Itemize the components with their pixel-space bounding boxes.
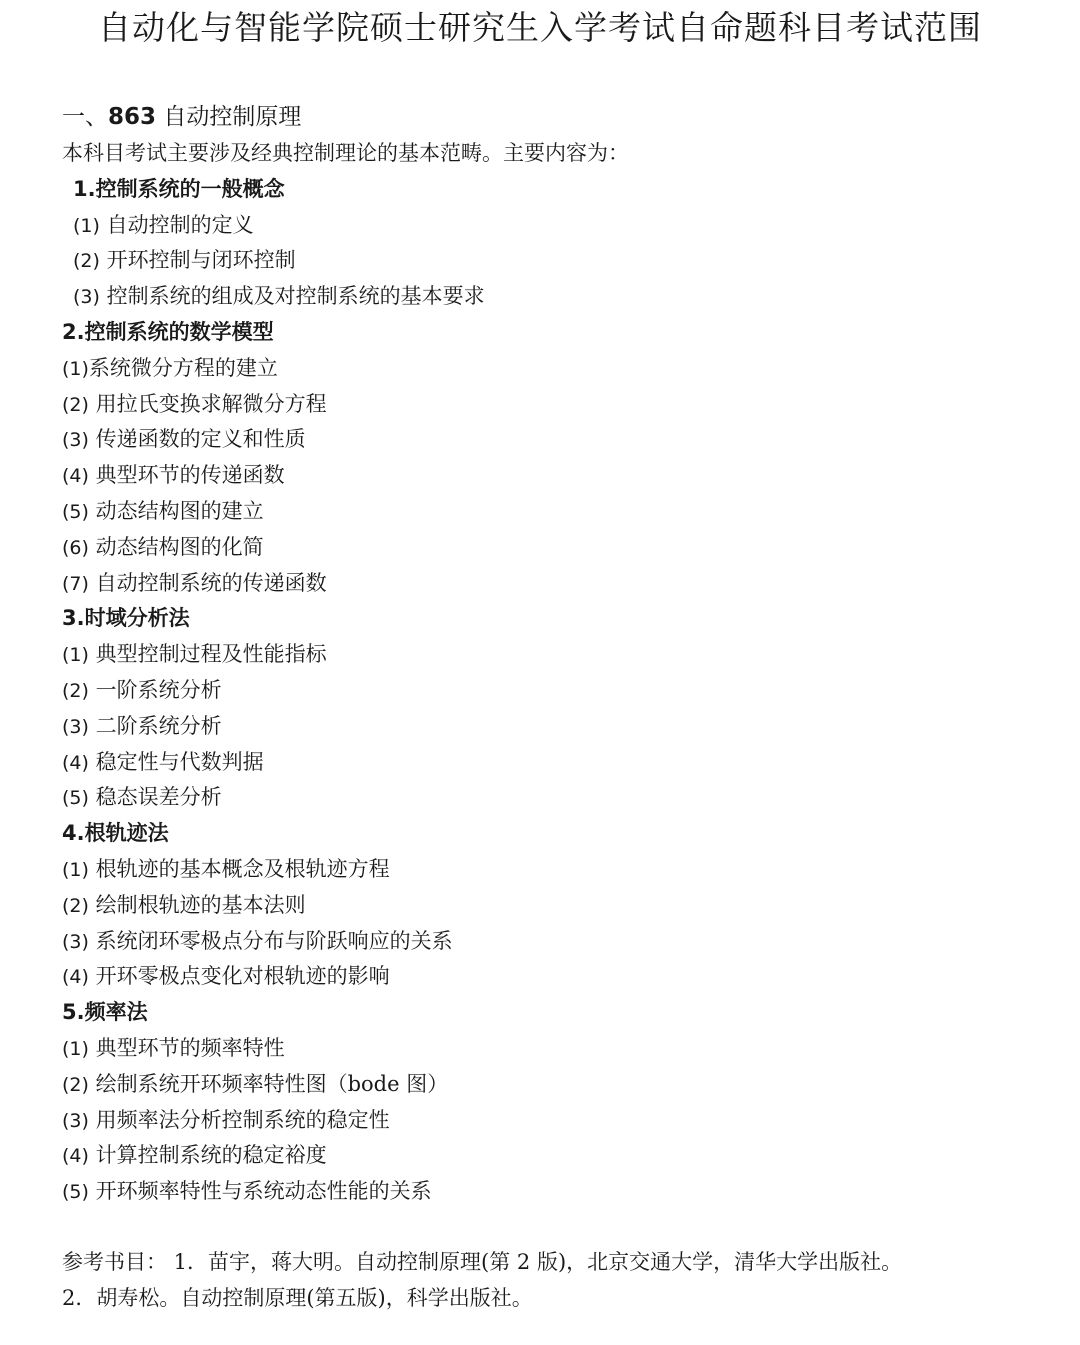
item-number: (3): [62, 1109, 89, 1132]
item-text: 用拉氏变换求解微分方程: [88, 391, 327, 416]
item-text: 系统闭环零极点分布与阶跃响应的关系: [88, 928, 453, 953]
category-heading: 2.控制系统的数学模型: [62, 319, 274, 344]
list-item: [62, 780, 1052, 816]
reference-line-1: 参考书目： 1．苗宇，蒋大明。自动控制原理(第 2 版)，北京交通大学，清华大学出版社。: [62, 1250, 903, 1274]
reference-line-2: 2．胡寿松。自动控制原理(第五版)，科学出版社。: [62, 1286, 533, 1310]
list-item: [62, 566, 1052, 602]
category-heading: 3.时域分析法: [62, 606, 190, 631]
list-item: [62, 387, 1052, 423]
item-number: (3): [62, 715, 89, 738]
item-text: 动态结构图的建立: [88, 498, 264, 523]
references: [62, 1244, 1062, 1316]
list-item: [62, 745, 1052, 781]
item-number: (4): [62, 966, 89, 989]
list-item: [62, 279, 1052, 315]
item-number: (6): [62, 536, 89, 559]
section-code: 863: [108, 104, 157, 130]
item-number: (7): [62, 572, 89, 595]
item-text: 自动控制系统的传递函数: [88, 570, 327, 595]
list-item: [62, 1031, 1052, 1067]
category-heading: 5.频率法: [62, 1000, 148, 1025]
list-item: [62, 888, 1052, 924]
document-title: 自动化与智能学院硕士研究生入学考试自命题科目考试范围: [98, 8, 982, 47]
list-item: [62, 1067, 1052, 1103]
item-text: 控制系统的组成及对控制系统的基本要求: [99, 284, 485, 309]
item-number: (5): [62, 787, 89, 810]
item-text: 用频率法分析控制系统的稳定性: [88, 1107, 390, 1132]
list-item: [62, 1138, 1052, 1174]
item-text: 开环控制与闭环控制: [99, 248, 296, 273]
syllabus-body: [62, 136, 1052, 1210]
section-name: 自动控制原理: [156, 104, 302, 130]
item-number: (1): [62, 357, 89, 380]
item-number: (1): [62, 858, 89, 881]
item-number: (4): [62, 465, 89, 488]
item-number: (1): [73, 214, 100, 237]
list-item: [62, 494, 1052, 530]
item-number: (2): [73, 250, 100, 273]
list-item: [62, 530, 1052, 566]
item-number: (3): [62, 930, 89, 953]
list-item: [62, 422, 1052, 458]
item-number: (2): [62, 1073, 89, 1096]
item-number: (1): [62, 1037, 89, 1060]
list-item: [62, 852, 1052, 888]
item-text: 自动控制的定义: [99, 212, 254, 237]
list-item: [62, 351, 1052, 387]
item-text: 二阶系统分析: [88, 713, 222, 738]
item-text: 开环频率特性与系统动态性能的关系: [88, 1179, 432, 1204]
item-number: (3): [73, 286, 100, 309]
item-text: 典型控制过程及性能指标: [88, 642, 327, 667]
item-text: 典型环节的频率特性: [88, 1035, 285, 1060]
category-heading: 1.控制系统的一般概念: [73, 176, 285, 201]
list-item: [62, 959, 1052, 995]
item-text: 动态结构图的化简: [88, 534, 264, 559]
item-text: 典型环节的传递函数: [88, 463, 285, 488]
list-item: [62, 1174, 1052, 1210]
item-text: 计算控制系统的稳定裕度: [88, 1143, 327, 1168]
item-number: (2): [62, 679, 89, 702]
item-number: (1): [62, 644, 89, 667]
section-heading: [62, 98, 301, 136]
item-number: (5): [62, 1181, 89, 1204]
list-item: [62, 458, 1052, 494]
list-item: [62, 637, 1052, 673]
item-number: (2): [62, 894, 89, 917]
item-text: 绘制根轨迹的基本法则: [88, 892, 306, 917]
list-item: [62, 1103, 1052, 1139]
intro-text: 本科目考试主要涉及经典控制理论的基本范畴。主要内容为：: [62, 141, 629, 165]
list-item: [62, 208, 1052, 244]
category-heading: 4.根轨迹法: [62, 821, 169, 846]
item-number: (4): [62, 751, 89, 774]
list-item: [62, 709, 1052, 745]
item-number: (3): [62, 429, 89, 452]
item-text: 传递函数的定义和性质: [88, 427, 306, 452]
item-number: (4): [62, 1145, 89, 1168]
list-item: [62, 673, 1052, 709]
item-text: 绘制系统开环频率特性图（bode 图）: [88, 1071, 449, 1096]
item-number: (5): [62, 500, 89, 523]
item-number: (2): [62, 393, 89, 416]
item-text: 系统微分方程的建立: [88, 355, 278, 380]
list-item: [62, 243, 1052, 279]
section-prefix: 一、: [62, 104, 108, 130]
item-text: 稳态误差分析: [88, 785, 222, 810]
item-text: 一阶系统分析: [88, 677, 222, 702]
item-text: 根轨迹的基本概念及根轨迹方程: [88, 856, 390, 881]
item-text: 开环零极点变化对根轨迹的影响: [88, 964, 390, 989]
item-text: 稳定性与代数判据: [88, 749, 264, 774]
list-item: [62, 924, 1052, 960]
